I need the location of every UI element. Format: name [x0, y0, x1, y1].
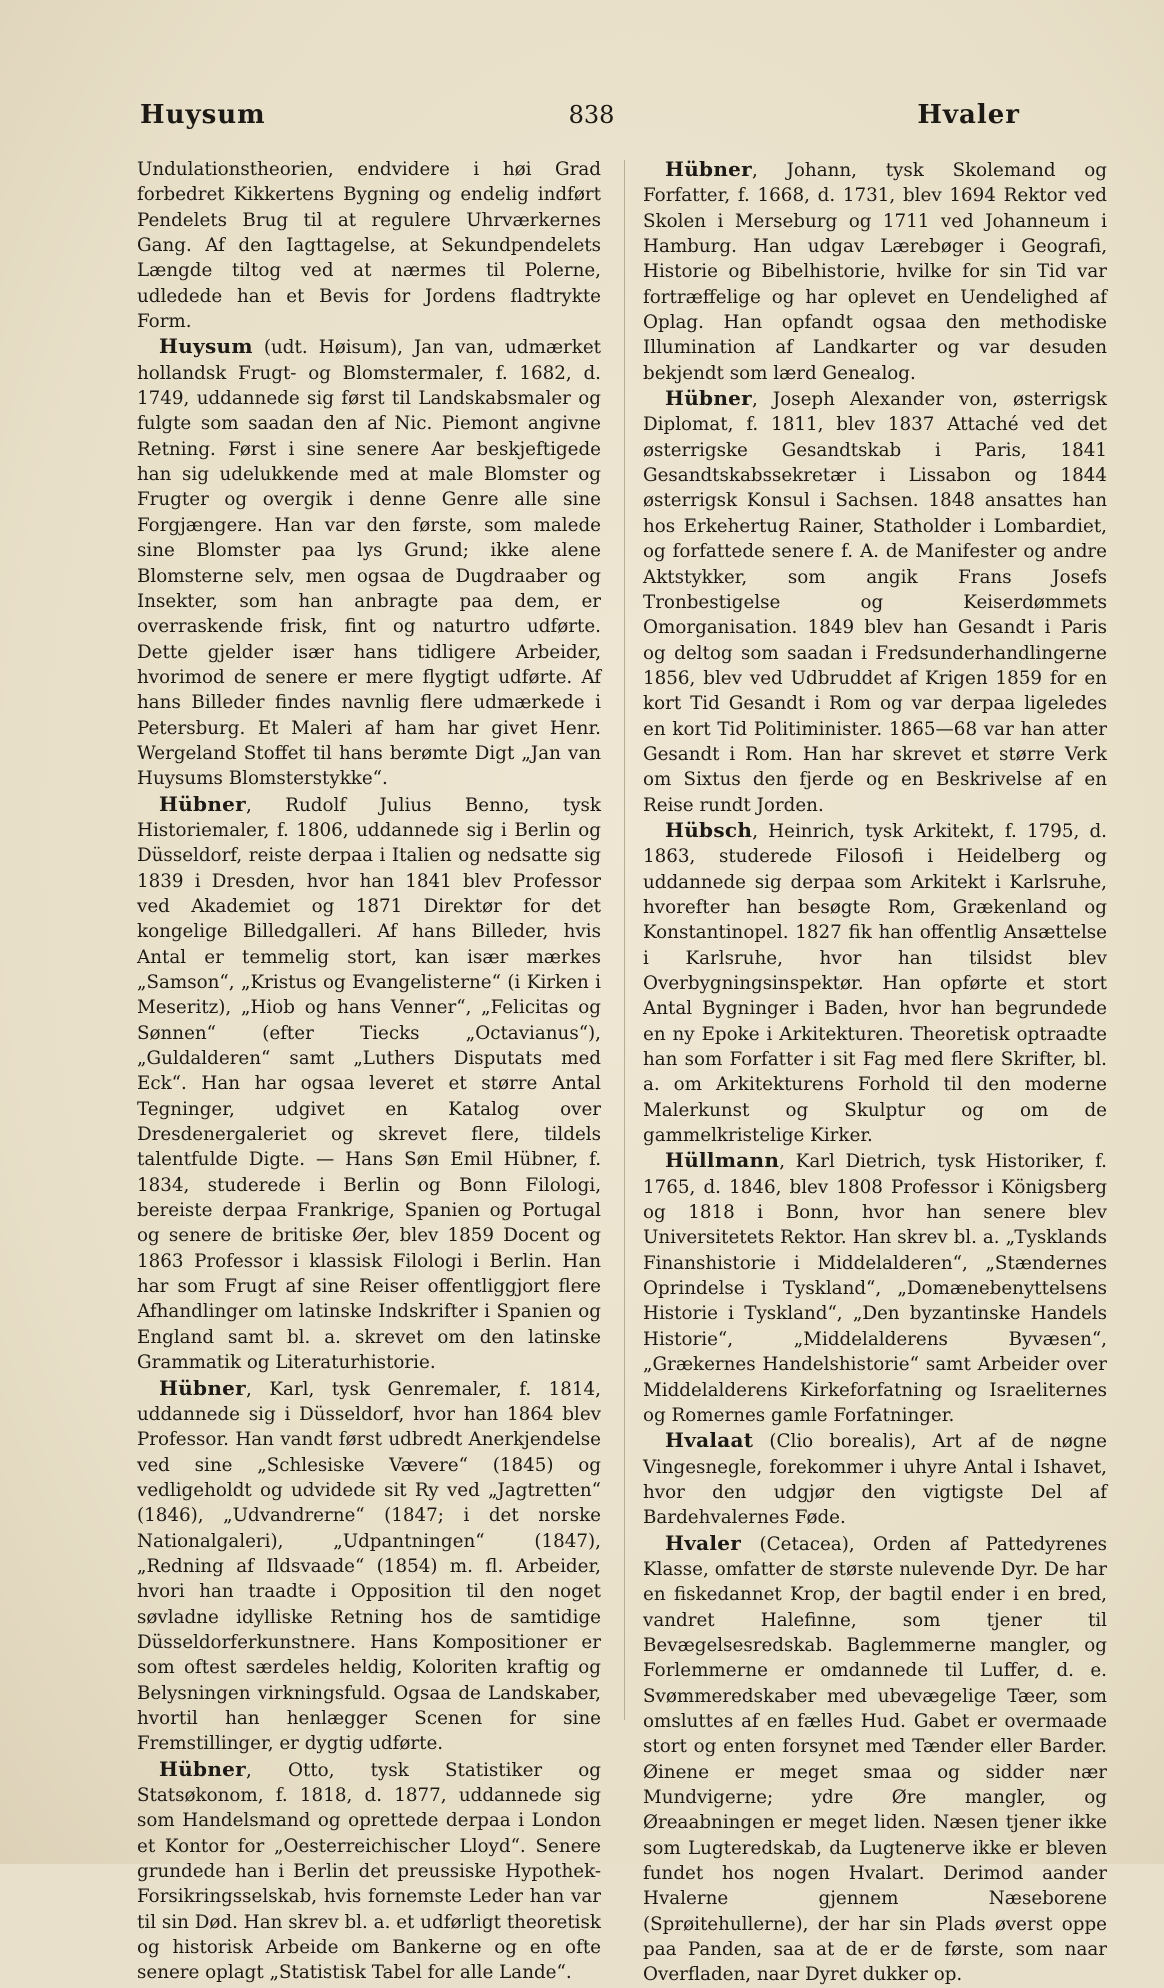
page-header	[140, 100, 1020, 144]
entry-text: (Clio borealis), Art af de nøgne Vingesnegle, forekommer i uhyre Antal i Ishavet, hvor den udgjør den vigtigste Del af Bardehvalernes Føde.	[643, 1431, 1107, 1529]
entry-hubsch	[643, 818, 1107, 1148]
entry-continuation	[137, 157, 601, 334]
entry-text: Undulationstheorien, endvidere i høi Grad forbedret Kikkertens Bygning og endelig indført Pendelets Brug til at regulere Uhrværkernes Gang. Af den Iagttagelse, at Sekundpendelets Længde tiltog ved at nærmes til Polerne, udledede han et Bevis for Jordens fladtrykte Form.	[137, 159, 601, 333]
entry-headword: Hübner	[159, 791, 247, 816]
entry-headword: Hvaler	[665, 1530, 742, 1555]
entry-text: (Cetacea), Orden af Pattedyrenes Klasse, omfatter de største nulevende Dyr. De har en fiskedannet Krop, der bagtil ender i en bred, vandret Halefinne, som tjener til Bevægelsesredskab. Baglemmerne mangler, og Forlemmerne er omdannede til Luffer, d. e. Svømmeredskaber med ubevægelige Tæer, som omsluttes af en fælles Hud. Gabet er overmaade stort og enten forsynet med Tænder eller Barder. Øinene er meget smaa og sidder nær Mundvigerne; ydre Øre mangler, og Øreaabningen er meget liden. Næsen tjener ikke som Lugteredskab, da Lugtenerve ikke er bleven fundet hos nogen Hvalart. Derimod aander Hvalerne gjennem Næseborene (Sprøitehullerne), der har sin Plads øverst oppe paa Panden, saa at de er de første, som naar Overfladen, naar Dyret dukker op.	[643, 1533, 1107, 1986]
entry-headword: Hüllmann	[665, 1148, 780, 1173]
guide-word-left: Huysum	[140, 100, 266, 130]
entry-headword: Hübner	[665, 157, 753, 181]
entry-text: , Johann, tysk Skolemand og Forfatter, f. 1668, d. 1731, blev 1694 Rektor ved Skolen i Merseburg og 1711 ved Johanneum i Hamburg. Han udgav Lærebøger i Geografi, Historie og Bibelhistorie, hvilke for sin Tid var fortræffelige og har oplevet en Uendelighed af Oplag. Han opfandt ogsaa den methodiske Illumination af Landkarter og var desuden bekjendt som lærd Genealog.	[643, 160, 1107, 384]
entry-headword: Hvalaat	[665, 1428, 754, 1453]
left-column	[137, 157, 601, 1986]
entry-hubner-otto	[137, 1757, 601, 1986]
entry-hubner-joseph	[643, 386, 1107, 818]
right-column	[643, 157, 1107, 1988]
entry-hvaler	[643, 1531, 1107, 1988]
entry-text: , Karl Dietrich, tysk Historiker, f. 1765, d. 1846, blev 1808 Professor i Königsberg og 1818 i Bonn, hvor han senere blev Universitetets Rektor. Han skrev bl. a. „Tysklands Finanshistorie i Middelalderen“, „Stændernes Oprindelse i Tyskland“, „Domænebenyttelsens Historie i Tyskland“, „Den byzantinske Handels Historie“, „Middelalderens Byvæsen“, „Grækernes Handelshistorie“ samt Arbeider over Middelalderens Kirkeforfatning og Israeliternes og Romernes gamle Forfatninger.	[643, 1151, 1107, 1426]
entry-hubner-rudolf	[137, 792, 601, 1376]
entry-text: (udt. Høisum), Jan van, udmærket hollandsk Frugt- og Blomstermaler, f. 1682, d. 1749, uddannede sig først til Landskabsmaler og fulgte som saadan den af Nic. Piemont angivne Retning. Først i sine senere Aar beskjeftigede han sig udelukkende med at male Blomster og Frugter og overgik i denne Genre alle sine Forgjængere. Han var den første, som malede sine Blomster paa lys Grund; ikke alene Blomsterne selv, men ogsaa de Dugdraaber og Insekter, som han anbragte paa dem, er overraskende frisk, fint og naturtro udførte. Dette gjelder især hans tidligere Arbeider, hvorimod de senere er mere flygtigt udførte. Af hans Billeder findes navnlig flere udmærkede i Petersburg. Et Maleri af ham har givet Henr. Wergeland Stoffet til hans berømte Digt „Jan van Huysums Blomsterstykke“.	[137, 337, 601, 790]
entry-text: , Otto, tysk Statistiker og Statsøkonom, f. 1818, d. 1877, uddannede sig som Handelsmand og oprettede derpaa i London et Kontor for „Oesterreichischer Lloyd“. Senere grundede han i Berlin det preussiske Hypothek-Forsikringsselskab, hvis fornemste Leder han var til sin Død. Han skrev bl. a. et udførligt theoretisk og historisk Arbeide om Bankerne og en ofte senere oplagt „Statistisk Tabel for alle Lande“.	[137, 1759, 601, 1984]
entry-headword: Hübner	[665, 386, 753, 411]
entry-hubner-karl	[137, 1376, 601, 1757]
entry-huysum	[137, 334, 601, 791]
entry-hvalaat	[643, 1428, 1107, 1530]
column-divider	[624, 160, 625, 1720]
entry-headword: Huysum	[159, 334, 253, 359]
entry-hubner-johann	[643, 157, 1107, 386]
entry-headword: Hübsch	[665, 817, 753, 842]
entry-hullmann	[643, 1148, 1107, 1428]
guide-word-right: Hvaler	[917, 100, 1020, 130]
entry-text: , Rudolf Julius Benno, tysk Historiemaler, f. 1806, uddannede sig i Berlin og Düsseldorf, reiste derpaa i Italien og nedsatte sig 1839 i Dresden, hvor han 1841 blev Professor ved Akademiet og 1871 Direktør for det kongelige Billedgalleri. Af hans Billeder, hvis Antal er temmelig stort, kan især mærkes „Samson“, „Kristus og Evangelisterne“ (i Kirken i Meseritz), „Hiob og hans Venner“, „Felicitas og Sønnen“ (efter Tiecks „Octavianus“), „Guldalderen“ samt „Luthers Disputats med Eck“. Han har ogsaa leveret et større Antal Tegninger, udgivet en Katalog over Dresdenergaleriet og skrevet flere, tildels talentfulde Digte. — Hans Søn Emil Hübner, f. 1834, studerede i Berlin og Bonn Filologi, bereiste derpaa Frankrige, Spanien og Portugal og senere de britiske Øer, blev 1859 Docent og 1863 Professor i klassisk Filologi i Berlin. Han har som Frugt af sine Reiser offentliggjort flere Afhandlinger om latinske Indskrifter i Spanien og England samt bl. a. skrevet om den latinske Grammatik og Literaturhistorie.	[137, 794, 601, 1374]
entry-text: , Heinrich, tysk Arkitekt, f. 1795, d. 1863, studerede Filosofi i Heidelberg og uddannede sig derpaa som Arkitekt i Karlsruhe, hvorefter han besøgte Rom, Grækenland og Konstantinopel. 1827 fik han offentlig Ansættelse i Karlsruhe, hvor han tilsidst blev Overbygningsinspektør. Han opførte et stort Antal Bygninger i Baden, hvor han begrundede en ny Epoke i Arkitekturen. Theoretisk optraadte han som Forfatter i sit Fag med flere Skrifter, bl. a. om Arkitekturens Forhold til den moderne Malerkunst og Skulptur og om de gammelkristelige Kirker.	[643, 820, 1107, 1147]
page-number: 838	[568, 101, 615, 129]
entry-headword: Hübner	[159, 1756, 247, 1781]
entry-text: , Joseph Alexander von, østerrigsk Diplomat, f. 1811, blev 1837 Attaché ved det østerrigske Gesandtskab i Paris, 1841 Gesandtskabssekretær i Lissabon og 1844 østerrigsk Konsul i Sachsen. 1848 ansattes han hos Erkehertug Rainer, Statholder i Lombardiet, og forfattede senere f. A. de Manifester og andre Aktstykker, som angik Frans Josefs Tronbestigelse og Keiserdømmets Omorganisation. 1849 blev han Gesandt i Paris og deltog som saadan i Fredsunderhandlingerne 1856, blev ved Udbruddet af Krigen 1859 for en kort Tid Gesandt i Rom og var derpaa ligeledes en kort Tid Politiminister. 1865—68 var han atter Gesandt i Rom. Han har skrevet et større Verk om Sixtus den fjerde og en Beskrivelse af en Reise rundt Jorden.	[643, 389, 1107, 816]
entry-headword: Hübner	[159, 1375, 247, 1400]
entry-text: , Karl, tysk Genremaler, f. 1814, uddannede sig i Düsseldorf, hvor han 1864 blev Professor. Han vandt først udbredt Anerkjendelse ved sine „Schlesiske Væverе“ (1845) og vedligeholdt og udvidede sit Ry ved „Jagtretten“ (1846), „Udvandrerne“ (1847; i det norske Nationalgaleri), „Udpantningen“ (1847), „Redning af Ildsvaade“ (1854) m. fl. Arbeider, hvori han traadte i Opposition til den noget søvladne idylliske Retning hos de samtidige Düsseldorferkunstnere. Hans Kompositioner er som oftest særdeles heldig, Koloriten kraftig og Belysningen virkningsfuld. Ogsaa de Landskaber, hvortil han henlægger Scenen for sine Fremstillinger, er dygtig udførte.	[137, 1378, 601, 1755]
